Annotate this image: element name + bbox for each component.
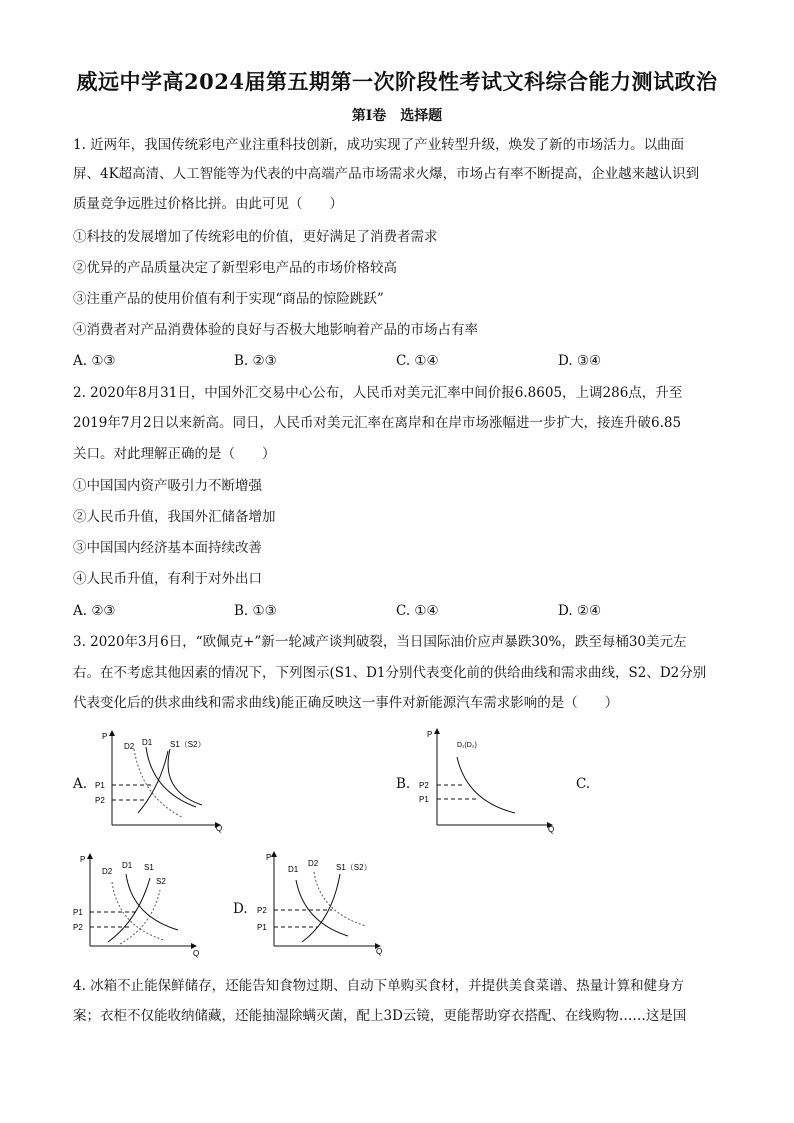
q3-stem-line-3: 代表变化后的供求曲线和需求曲线)能正确反映这一事件对新能源汽车需求影响的是（ ） [73,695,619,711]
q2-stem-line-3: 关口。对此理解正确的是（ ） [73,446,276,462]
d2-curve [314,872,366,926]
q3-graph-c [68,850,208,960]
q2-option-b[interactable]: B. ①③ [234,603,277,619]
p-axis-label: P [80,855,86,864]
q-axis-label: Q [216,824,223,833]
p1-label: P1 [73,908,83,917]
q1-option-b[interactable]: B. ②③ [234,353,277,369]
q1-stem-line-3: 质量竞争远胜过价格比拼。由此可见（ ） [73,196,343,212]
s1-label: S1 [144,863,154,872]
d1-label: D1 [122,861,133,870]
exam-title: 威远中学高2024届第五期第一次阶段性考试文科综合能力测试政治 [76,69,718,94]
q3-graph-d [252,850,392,960]
p2-label: P2 [73,923,83,932]
q1-option-c[interactable]: C. ①④ [396,353,439,369]
d2-label: D2 [102,867,113,876]
q2-option-c[interactable]: C. ①④ [396,603,439,619]
d2-curve [134,749,182,817]
q4-stem-line-1: 4. 冰箱不止能保鲜储存，还能告知食物过期、自动下单购买食材，并提供美食菜谱、热量计算和健身方 [73,978,685,994]
p-axis-label: P [102,732,108,741]
p-axis-label: P [266,853,272,862]
d2-label: D2 [308,859,319,868]
section-heading: 第Ⅰ卷 选择题 [351,108,443,124]
d1-curve [146,747,196,807]
q3-option-d-label[interactable]: D. [233,901,248,917]
q1-statement-2: ②优异的产品质量决定了新型彩电产品的市场价格较高 [73,260,397,276]
d1-curve [126,874,178,930]
q4-stem-line-2: 案；衣柜不仅能收纳储藏，还能抽湿除螨灭菌，配上3D云镜，更能帮助穿衣搭配、在线购物……这是国 [73,1008,687,1024]
p1-label: P1 [95,781,105,790]
q2-statement-2: ②人民币升值，我国外汇储备增加 [73,509,276,525]
q1-statement-1: ①科技的发展增加了传统彩电的价值，更好满足了消费者需求 [73,229,438,245]
q3-option-c-label[interactable]: C. [576,776,591,792]
q2-stem-line-1: 2. 2020年8月31日，中国外汇交易中心公布，人民币对美元汇率中间价报6.8605，上调286点，升至 [73,385,683,401]
d-label: D₁(D₂) [457,742,477,749]
q1-stem-line-1: 1. 近两年，我国传统彩电产业注重科技创新，成功实现了产业转型升级，焕发了新的市场活力。以曲面 [73,137,685,153]
q2-statement-1: ①中国国内资产吸引力不断增强 [73,478,262,494]
s-label: S1（S2） [170,740,206,749]
q1-statement-4: ④消费者对产品消费体验的良好与否极大地影响着产品的市场占有率 [73,322,478,338]
s-label: S1（S2） [336,863,372,872]
p2-label: P2 [95,796,105,805]
s-curve [138,749,202,813]
q2-statement-3: ③中国国内经济基本面持续改善 [73,540,262,556]
q2-option-d[interactable]: D. ②④ [558,603,602,619]
q2-statement-4: ④人民币升值，有利于对外出口 [73,571,262,587]
s2-label: S2 [156,877,166,886]
q1-stem-line-2: 屏、4K超高清、人工智能等为代表的中高端产品市场需求火爆，市场占有率不断提高，企业越来越认识到 [73,166,700,182]
q-axis-label: Q [193,949,200,958]
q3-option-b-label[interactable]: B. [396,776,411,792]
q3-graph-b [415,727,555,837]
p1-label: P1 [257,923,267,932]
p1-label: P1 [419,795,429,804]
d1-curve [296,880,348,936]
p2-label: P2 [257,906,267,915]
q-axis-label: Q [376,947,383,956]
q1-option-a[interactable]: A. ①③ [73,353,116,369]
q3-option-a-label[interactable]: A. [73,776,88,792]
p2-label: P2 [419,781,429,790]
p-axis-label: P [427,730,433,739]
d-curve [457,757,515,813]
q3-stem-line-1: 3. 2020年3月6日，“欧佩克+”新一轮减产谈判破裂，当日国际油价应声暴跌30%，跌至每桶30美元左 [73,634,687,650]
d1-label: D1 [142,738,153,747]
q2-option-a[interactable]: A. ②③ [73,603,116,619]
q3-stem-line-2: 右。在不考虑其他因素的情况下，下列图示(S1、D1分别代表变化前的供给曲线和需求曲线，S2、D2分别 [73,665,707,681]
q3-graph-a [90,727,230,837]
q1-option-d[interactable]: D. ③④ [558,353,602,369]
d1-label: D1 [288,865,299,874]
q-axis-label: Q [548,825,555,834]
q1-statement-3: ③注重产品的使用价值有利于实现“商品的惊险跳跃” [73,291,384,307]
q2-stem-line-2: 2019年7月2日以来新高。同日，人民币对美元汇率在离岸和在岸市场涨幅进一步扩大，接连升破6.85 [73,415,682,431]
d2-label: D2 [124,742,135,751]
